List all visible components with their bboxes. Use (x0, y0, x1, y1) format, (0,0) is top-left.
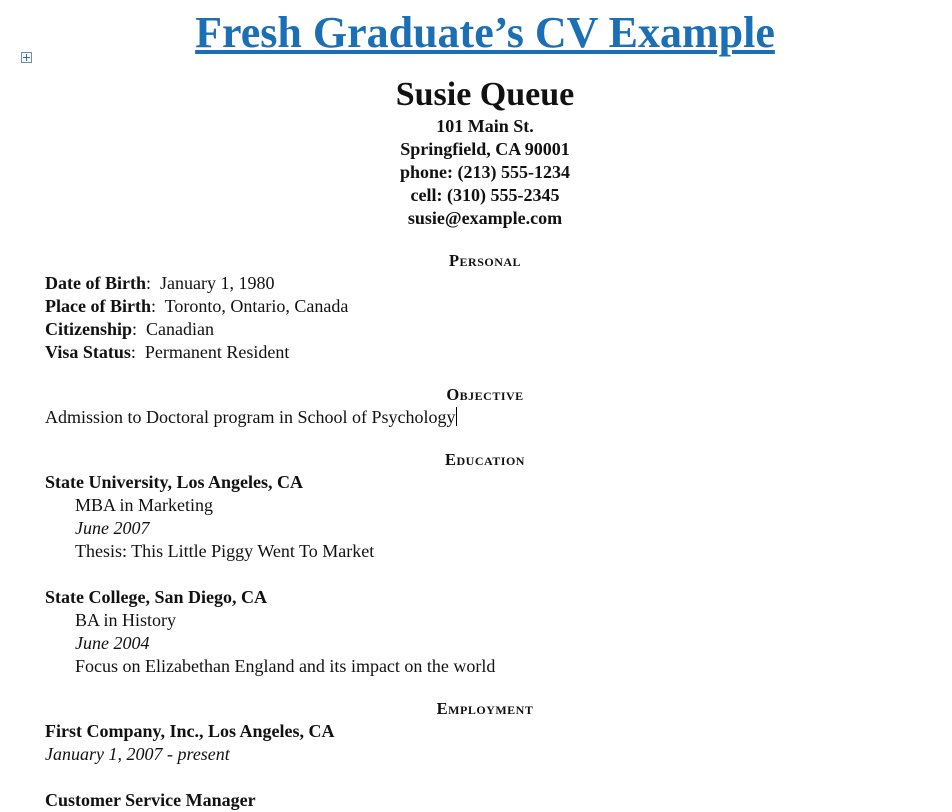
contact-phone: phone: (213) 555-1234 (400, 162, 570, 182)
education-school: State University, Los Angeles, CA (45, 472, 303, 492)
personal-label: Visa Status (45, 342, 131, 362)
text-cursor (456, 407, 457, 426)
education-school: State College, San Diego, CA (45, 587, 267, 607)
personal-label: Place of Birth (45, 296, 151, 316)
education-degree: BA in History (75, 610, 177, 630)
employment-heading: Employment (436, 699, 534, 718)
contact-block (0, 115, 952, 230)
personal-item: Visa Status: Permanent Resident (45, 342, 290, 362)
document-title: Fresh Graduate’s CV Example (195, 8, 775, 57)
personal-value: Toronto, Ontario, Canada (164, 296, 349, 316)
personal-heading: Personal (448, 251, 522, 270)
contact-email: susie@example.com (407, 208, 563, 228)
personal-item: Place of Birth: Toronto, Ontario, Canada (45, 296, 349, 316)
table-move-handle-icon[interactable] (21, 52, 32, 63)
objective-text: Admission to Doctoral program in School of Psychology (45, 407, 456, 427)
contact-cell: cell: (310) 555-2345 (410, 185, 560, 205)
contact-city: Springfield, CA 90001 (400, 139, 570, 159)
education-heading: Education (445, 450, 525, 469)
personal-item: Citizenship: Canadian (45, 319, 215, 339)
education-note: Thesis: This Little Piggy Went To Market (75, 541, 375, 561)
personal-value: Permanent Resident (144, 342, 290, 362)
education-date: June 2004 (75, 633, 150, 653)
objective-heading: Objective (446, 385, 524, 404)
employment-position: Customer Service Manager (45, 790, 256, 810)
personal-label: Date of Birth (45, 273, 146, 293)
contact-address: 101 Main St. (436, 116, 534, 136)
education-note: Focus on Elizabethan England and its impact on the world (75, 656, 496, 676)
candidate-name: Susie Queue (395, 76, 575, 113)
education-degree: MBA in Marketing (75, 495, 213, 515)
objective-line[interactable] (45, 406, 457, 429)
employment-dates: January 1, 2007 - present (45, 744, 230, 764)
personal-item: Date of Birth: January 1, 1980 (45, 273, 275, 293)
personal-value: January 1, 1980 (160, 273, 275, 293)
personal-value: Canadian (146, 319, 215, 339)
employment-company: First Company, Inc., Los Angeles, CA (45, 721, 335, 741)
education-date: June 2007 (75, 518, 150, 538)
personal-label: Citizenship (45, 319, 133, 339)
